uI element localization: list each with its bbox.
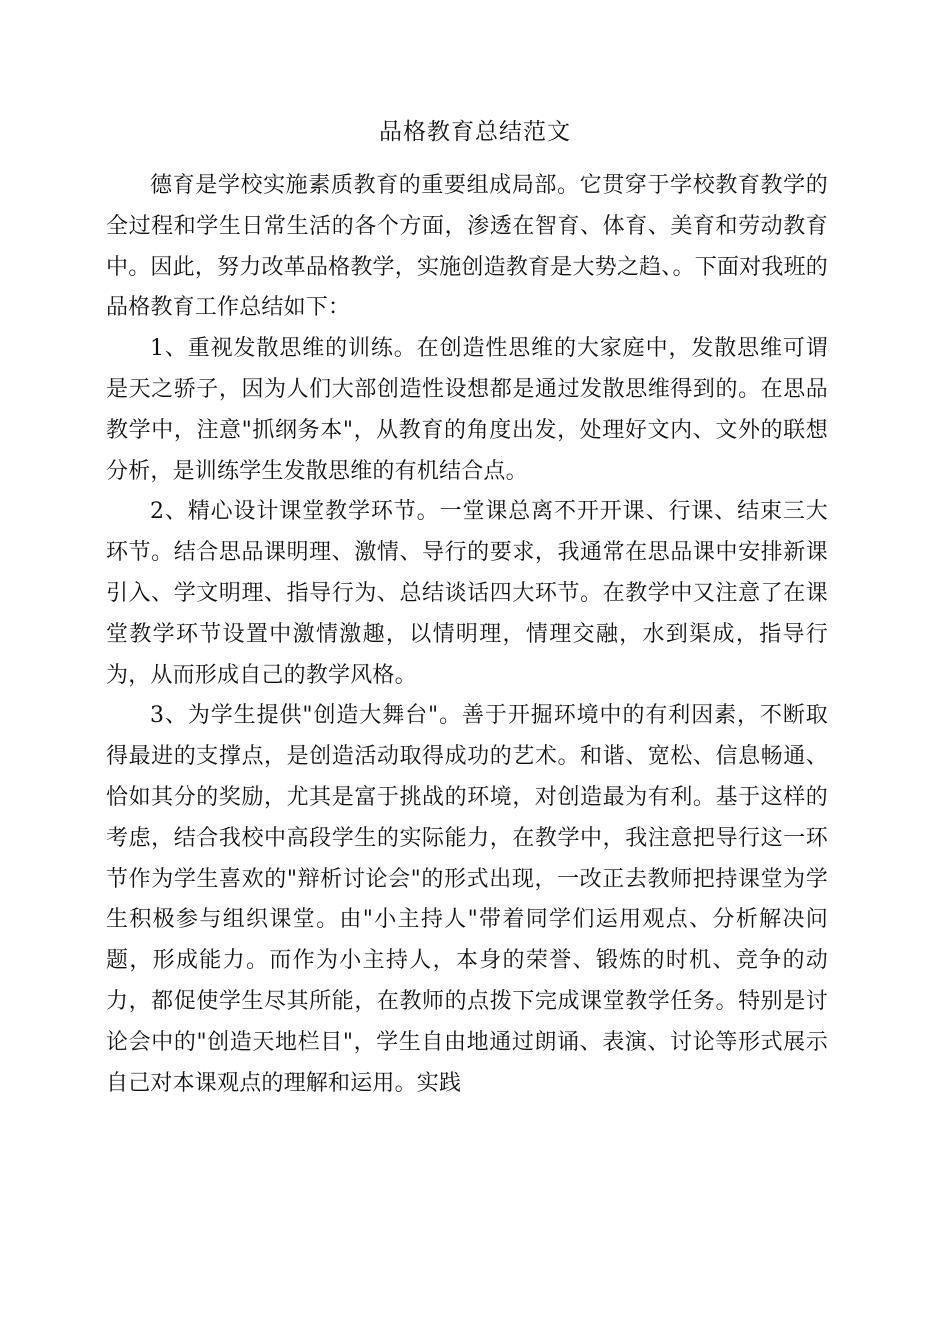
paragraph-point-3: 3、为学生提供"创造大舞台"。善于开掘环境中的有利因素，不断取得最进的支撑点，是创造活动取得成功的艺术。和谐、宽松、信息畅通、恰如其分的奖励，尤其是富于挑战的环境，对创造最为有利。基于这样的考虑，结合我校中高段学生的实际能力，在教学中，我注意把导行这一环节作为学生喜欢的"辩析讨论会"的形式出现，一改正去教师把持课堂为学生积极参与组织课堂。由"小主持人"带着同学们运用观点、分析解决问题，形成能力。而作为小主持人，本身的荣誉、锻炼的时机、竞争的动力，都促使学生尽其所能，在教师的点拨下完成课堂教学任务。特别是讨论会中的"创造天地栏目"，学生自由地通过朗诵、表演、讨论等形式展示自己对本课观点的理解和运用。实践 [106,703,828,1096]
document-title: 品格教育总结范文 [379,119,571,145]
paragraph-intro: 德育是学校实施素质教育的重要组成局部。它贯穿于学校教育教学的全过程和学生日常生活的各个方面，渗透在智育、体育、美育和劳动教育中。因此，努力改革品格教学，实施创造教育是大势之趋、。下面对我班的品格教育工作总结如下： [106,173,828,321]
paragraph-point-2: 2、精心设计课堂教学环节。一堂课总离不开开课、行课、结束三大环节。结合思品课明理、激情、导行的要求，我通常在思品课中安排新课引入、学文明理、指导行为、总结谈话四大环节。在教学中又注意了在课堂教学环节设置中激情激趣，以情明理，情理交融，水到渠成，指导行为，从而形成自己的教学风格。 [106,499,828,688]
document-body [106,166,828,1104]
paragraph-point-1: 1、重视发散思维的训练。在创造性思维的大家庭中，发散思维可谓是天之骄子，因为人们大部创造性设想都是通过发散思维得到的。在思品教学中，注意"抓纲务本"，从教育的角度出发，处理好文内、文外的联想分析，是训练学生发散思维的有机结合点。 [106,336,828,484]
